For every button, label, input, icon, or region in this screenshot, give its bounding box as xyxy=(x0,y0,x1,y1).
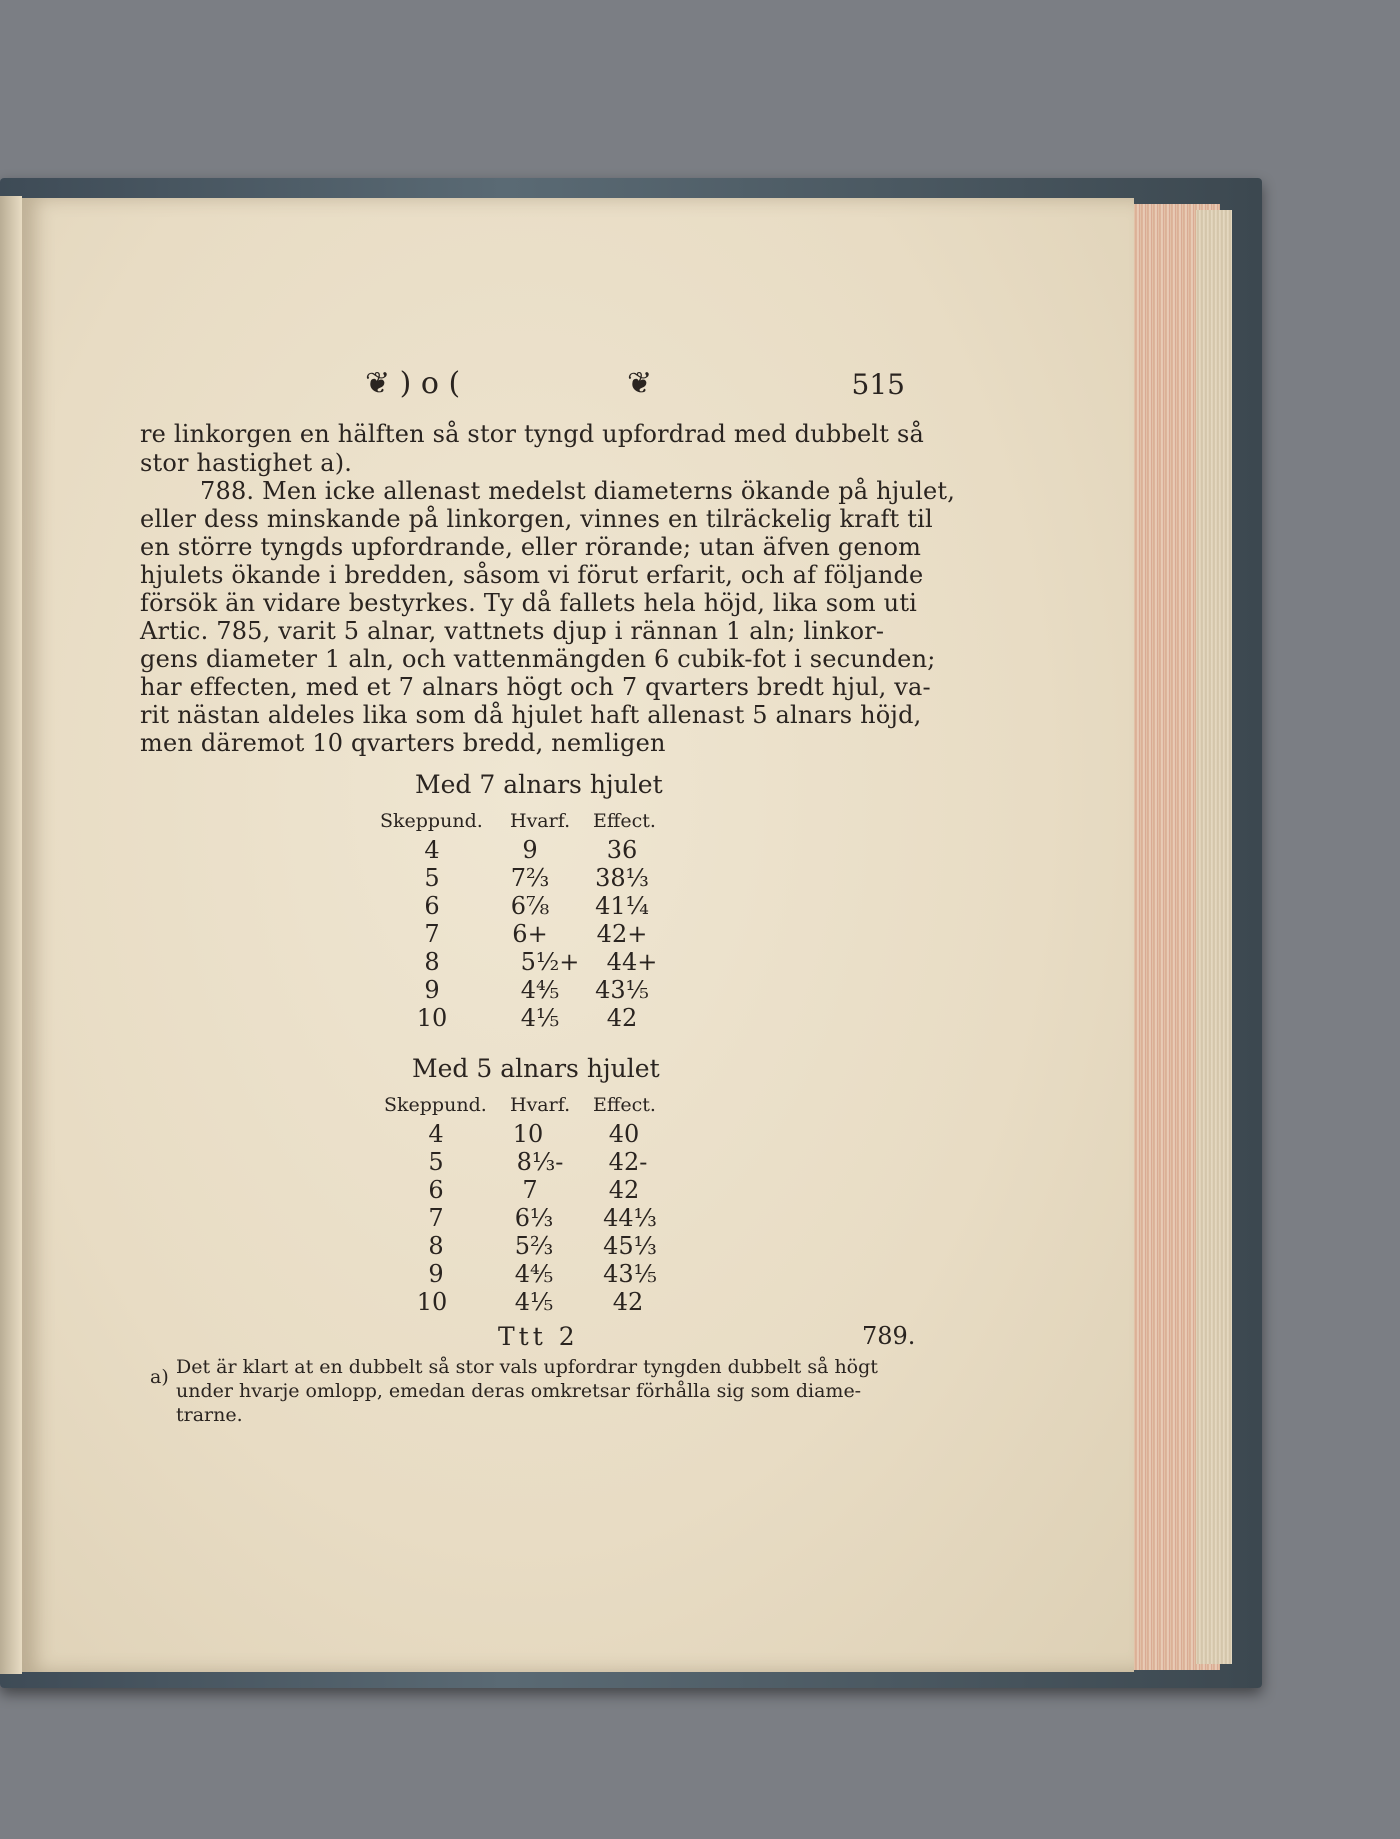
left-page-edge xyxy=(0,196,22,1674)
table-cell: 5½+ xyxy=(520,948,580,976)
table-cell: 10 xyxy=(416,1004,448,1032)
page-number: 515 xyxy=(851,368,905,401)
body-line: hjulets ökande i bredden, såsom vi förut erfarit, och af följande xyxy=(140,561,924,589)
footnote-line: Det är klart at en dubbelt så stor vals upfordrar tyngden dubbelt så högt xyxy=(176,1356,878,1378)
table-cell: 4⅘ xyxy=(520,976,560,1004)
body-line: har effecten, med et 7 alnars högt och 7 qvarters bredt hjul, va- xyxy=(140,673,931,701)
table-cell: 42+ xyxy=(596,920,648,948)
footnote-mark: a) xyxy=(150,1366,169,1388)
table-cell: 5 xyxy=(428,1148,444,1176)
table-cell: 42- xyxy=(608,1148,648,1176)
table-cell: 40 xyxy=(608,1120,640,1148)
column-header: Hvarf. xyxy=(510,810,571,832)
body-line: re linkorgen en hälften så stor tyngd upfordrad med dubbelt så xyxy=(140,420,924,448)
table-cell: 43⅕ xyxy=(603,1260,657,1288)
table-cell: 8 xyxy=(428,1232,444,1260)
table-cell: 4⅕ xyxy=(520,1004,560,1032)
header-ornament-left: ❦ ) o ( xyxy=(365,366,461,401)
column-header: Skeppund. xyxy=(380,810,483,832)
table-cell: 42 xyxy=(606,1004,638,1032)
table-cell: 10 xyxy=(512,1120,544,1148)
header-ornament-right: ❦ xyxy=(627,366,653,401)
body-line: försök än vidare bestyrkes. Ty då fallets hela höjd, lika som uti xyxy=(140,589,918,617)
table-cell: 6 xyxy=(424,892,440,920)
footnote-line: trarne. xyxy=(176,1404,243,1426)
table-cell: 9 xyxy=(428,1260,444,1288)
table-cell: 7 xyxy=(522,1176,538,1204)
table-cell: 42 xyxy=(612,1288,644,1316)
body-line: eller dess minskande på linkorgen, vinnes en tilräckelig kraft til xyxy=(140,505,933,533)
catchword: 789. xyxy=(862,1322,916,1350)
table-cell: 9 xyxy=(522,836,538,864)
table-cell: 4 xyxy=(424,836,440,864)
table-cell: 6+ xyxy=(512,920,548,948)
table-cell: 6 xyxy=(428,1176,444,1204)
table-caption: Med 7 alnars hjulet xyxy=(415,770,663,799)
table-cell: 8⅓- xyxy=(516,1148,564,1176)
table-cell: 6⅓ xyxy=(514,1204,554,1232)
running-header xyxy=(365,366,905,402)
page-block-edges-outer xyxy=(1196,210,1232,1664)
footnote-line: under hvarje omlopp, emedan deras omkretsar förhålla sig som diame- xyxy=(176,1380,862,1402)
table-cell: 45⅓ xyxy=(603,1232,657,1260)
column-header: Skeppund. xyxy=(384,1094,487,1116)
table-cell: 41¼ xyxy=(595,892,649,920)
body-line: men däremot 10 qvarters bredd, nemligen xyxy=(140,729,666,757)
column-header: Effect. xyxy=(593,1094,656,1116)
column-header: Hvarf. xyxy=(510,1094,571,1116)
body-line: gens diameter 1 aln, och vattenmängden 6 cubik-fot i secunden; xyxy=(140,645,936,673)
table-cell: 9 xyxy=(424,976,440,1004)
table-cell: 6⅞ xyxy=(510,892,550,920)
table-cell: 7⅔ xyxy=(510,864,550,892)
signature-mark: Ttt 2 xyxy=(498,1322,579,1351)
table-cell: 38⅓ xyxy=(595,864,649,892)
table-cell: 5 xyxy=(424,864,440,892)
body-line: en större tyngds upfordrande, eller rörande; utan äfven genom xyxy=(140,533,922,561)
table-cell: 44⅓ xyxy=(603,1204,657,1232)
table-cell: 44+ xyxy=(606,948,658,976)
body-line: Artic. 785, varit 5 alnar, vattnets djup i rännan 1 aln; linkor- xyxy=(140,617,885,645)
table-cell: 42 xyxy=(608,1176,640,1204)
table-cell: 5⅔ xyxy=(514,1232,554,1260)
table-cell: 36 xyxy=(606,836,638,864)
table-cell: 7 xyxy=(424,920,440,948)
table-cell: 7 xyxy=(428,1204,444,1232)
table-cell: 4⅘ xyxy=(514,1260,554,1288)
table-cell: 8 xyxy=(424,948,440,976)
table-cell: 4 xyxy=(428,1120,444,1148)
table-cell: 10 xyxy=(416,1288,448,1316)
column-header: Effect. xyxy=(593,810,656,832)
body-line: stor hastighet a). xyxy=(140,449,353,477)
table-caption: Med 5 alnars hjulet xyxy=(412,1054,660,1083)
table-cell: 43⅕ xyxy=(595,976,649,1004)
body-line: rit nästan aldeles lika som då hjulet haft allenast 5 alnars höjd, xyxy=(140,701,922,729)
body-line: 788. Men icke allenast medelst diameterns ökande på hjulet, xyxy=(200,477,956,505)
table-cell: 4⅕ xyxy=(514,1288,554,1316)
